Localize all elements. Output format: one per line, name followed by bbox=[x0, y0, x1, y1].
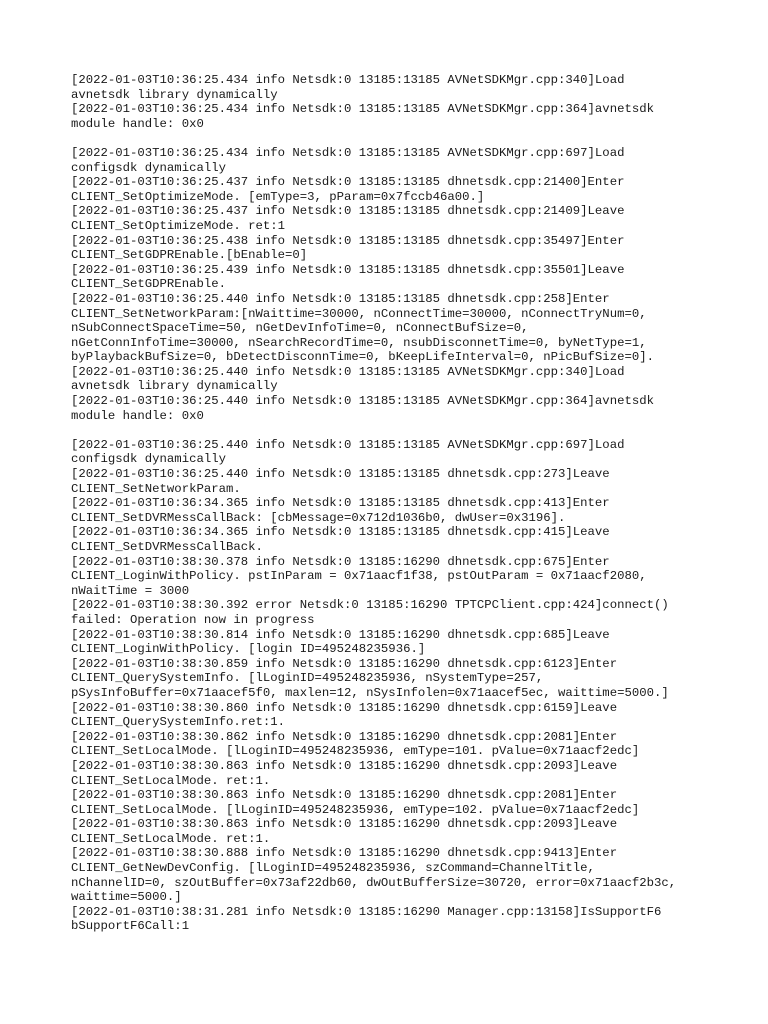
log-line: [2022-01-03T10:38:31.281 info Netsdk:0 13185:16290 Manager.cpp:13158]IsSupportF6 bbox=[71, 904, 662, 919]
log-line: [2022-01-03T10:38:30.814 info Netsdk:0 13185:16290 dhnetsdk.cpp:685]Leave bbox=[71, 627, 610, 642]
log-line: CLIENT_SetGDPREnable.[bEnable=0] bbox=[71, 248, 308, 263]
log-line: [2022-01-03T10:36:25.440 info Netsdk:0 13185:13185 dhnetsdk.cpp:258]Enter bbox=[71, 291, 610, 306]
log-line: [2022-01-03T10:36:34.365 info Netsdk:0 13185:13185 dhnetsdk.cpp:413]Enter bbox=[71, 496, 610, 511]
log-line: [2022-01-03T10:38:30.863 info Netsdk:0 13185:16290 dhnetsdk.cpp:2081]Enter bbox=[71, 788, 618, 803]
log-line: [2022-01-03T10:38:30.863 info Netsdk:0 13185:16290 dhnetsdk.cpp:2093]Leave bbox=[71, 817, 618, 832]
log-line: CLIENT_SetDVRMessCallBack. bbox=[71, 540, 263, 554]
log-line: [2022-01-03T10:36:25.440 info Netsdk:0 13185:13185 AVNetSDKMgr.cpp:697]Load bbox=[71, 437, 625, 452]
log-line: CLIENT_SetDVRMessCallBack: [cbMessage=0x712d1036b0, dwUser=0x3196]. bbox=[71, 510, 566, 525]
log-line: [2022-01-03T10:36:25.434 info Netsdk:0 13185:13185 AVNetSDKMgr.cpp:340]Load bbox=[71, 73, 625, 87]
log-line: [2022-01-03T10:36:25.437 info Netsdk:0 13185:13185 dhnetsdk.cpp:21400]Enter bbox=[71, 175, 625, 190]
log-line: [2022-01-03T10:38:30.888 info Netsdk:0 13185:16290 dhnetsdk.cpp:9413]Enter bbox=[71, 846, 618, 861]
log-line: CLIENT_SetLocalMode. ret:1. bbox=[71, 831, 271, 846]
log-line: [2022-01-03T10:36:25.440 info Netsdk:0 13185:13185 AVNetSDKMgr.cpp:340]Load bbox=[71, 364, 625, 379]
log-line: configsdk dynamically bbox=[71, 160, 226, 175]
log-line: CLIENT_QuerySystemInfo. [lLoginID=495248235936, nSystemType=257, bbox=[71, 671, 544, 686]
log-line: [2022-01-03T10:36:25.434 info Netsdk:0 13185:13185 AVNetSDKMgr.cpp:697]Load bbox=[71, 145, 625, 160]
log-line: [2022-01-03T10:36:25.440 info Netsdk:0 13185:13185 AVNetSDKMgr.cpp:364]avnetsdk bbox=[71, 394, 654, 409]
blank-line bbox=[71, 423, 761, 438]
log-line: bSupportF6Call:1 bbox=[71, 919, 190, 934]
log-line: failed: Operation now in progress bbox=[71, 612, 315, 627]
log-line: nChannelID=0, szOutBuffer=0x73af22db60, dwOutBufferSize=30720, error=0x71aacf2b3c, bbox=[71, 875, 677, 890]
log-line: nSubConnectSpaceTime=50, nGetDevInfoTime=0, nConnectBufSize=0, bbox=[71, 321, 529, 336]
log-line: [2022-01-03T10:36:34.365 info Netsdk:0 13185:13185 dhnetsdk.cpp:415]Leave bbox=[71, 525, 610, 540]
log-document bbox=[71, 73, 761, 934]
log-line: [2022-01-03T10:36:25.434 info Netsdk:0 13185:13185 AVNetSDKMgr.cpp:364]avnetsdk bbox=[71, 102, 654, 117]
log-line: avnetsdk library dynamically bbox=[71, 87, 278, 102]
log-line: [2022-01-03T10:38:30.859 info Netsdk:0 13185:16290 dhnetsdk.cpp:6123]Enter bbox=[71, 656, 618, 671]
blank-line bbox=[71, 131, 761, 146]
log-line: [2022-01-03T10:36:25.438 info Netsdk:0 13185:13185 dhnetsdk.cpp:35497]Enter bbox=[71, 233, 625, 248]
log-line: nGetConnInfoTime=30000, nSearchRecordTime=0, nsubDisconnetTime=0, byNetType=1, bbox=[71, 335, 647, 350]
log-line: CLIENT_SetNetworkParam:[nWaittime=30000, nConnectTime=30000, nConnectTryNum=0, bbox=[71, 306, 647, 321]
log-line: [2022-01-03T10:38:30.862 info Netsdk:0 13185:16290 dhnetsdk.cpp:2081]Enter bbox=[71, 729, 618, 744]
log-line: CLIENT_SetLocalMode. ret:1. bbox=[71, 773, 271, 788]
log-line: CLIENT_LoginWithPolicy. pstInParam = 0x71aacf1f38, pstOutParam = 0x71aacf2080, bbox=[71, 569, 647, 584]
log-line: [2022-01-03T10:36:25.437 info Netsdk:0 13185:13185 dhnetsdk.cpp:21409]Leave bbox=[71, 204, 625, 219]
log-line: module handle: 0x0 bbox=[71, 408, 204, 423]
log-line: CLIENT_SetLocalMode. [lLoginID=495248235936, emType=101. pValue=0x71aacf2edc] bbox=[71, 744, 640, 759]
log-line: configsdk dynamically bbox=[71, 452, 226, 467]
log-line: avnetsdk library dynamically bbox=[71, 379, 278, 394]
log-line: [2022-01-03T10:38:30.378 info Netsdk:0 13185:16290 dhnetsdk.cpp:675]Enter bbox=[71, 554, 610, 569]
log-line: CLIENT_SetGDPREnable. bbox=[71, 277, 226, 292]
log-line: CLIENT_SetNetworkParam. bbox=[71, 481, 241, 496]
log-line: [2022-01-03T10:36:25.440 info Netsdk:0 13185:13185 dhnetsdk.cpp:273]Leave bbox=[71, 467, 610, 482]
log-line: byPlaybackBufSize=0, bDetectDisconnTime=0, bKeepLifeInterval=0, nPicBufSize=0]. bbox=[71, 350, 654, 365]
log-line: nWaitTime = 3000 bbox=[71, 583, 190, 598]
log-line: [2022-01-03T10:38:30.860 info Netsdk:0 13185:16290 dhnetsdk.cpp:6159]Leave bbox=[71, 700, 618, 715]
log-line: CLIENT_SetLocalMode. [lLoginID=495248235936, emType=102. pValue=0x71aacf2edc] bbox=[71, 802, 640, 817]
log-line: [2022-01-03T10:38:30.863 info Netsdk:0 13185:16290 dhnetsdk.cpp:2093]Leave bbox=[71, 758, 618, 773]
log-line: CLIENT_GetNewDevConfig. [lLoginID=495248235936, szCommand=ChannelTitle, bbox=[71, 861, 595, 876]
log-line: CLIENT_QuerySystemInfo.ret:1. bbox=[71, 715, 286, 730]
log-line: [2022-01-03T10:36:25.439 info Netsdk:0 13185:13185 dhnetsdk.cpp:35501]Leave bbox=[71, 262, 625, 277]
log-line: CLIENT_SetOptimizeMode. [emType=3, pParam=0x7fccb46a00.] bbox=[71, 189, 485, 204]
log-line: waittime=5000.] bbox=[71, 890, 182, 905]
log-line: CLIENT_LoginWithPolicy. [login ID=495248235936.] bbox=[71, 642, 426, 657]
log-line: pSysInfoBuffer=0x71aacef5f0, maxlen=12, nSysInfolen=0x71aacef5ec, waittime=5000.] bbox=[71, 685, 669, 700]
log-line: CLIENT_SetOptimizeMode. ret:1 bbox=[71, 218, 286, 233]
log-line: module handle: 0x0 bbox=[71, 116, 204, 131]
log-line: [2022-01-03T10:38:30.392 error Netsdk:0 13185:16290 TPTCPClient.cpp:424]connect() bbox=[71, 598, 669, 613]
